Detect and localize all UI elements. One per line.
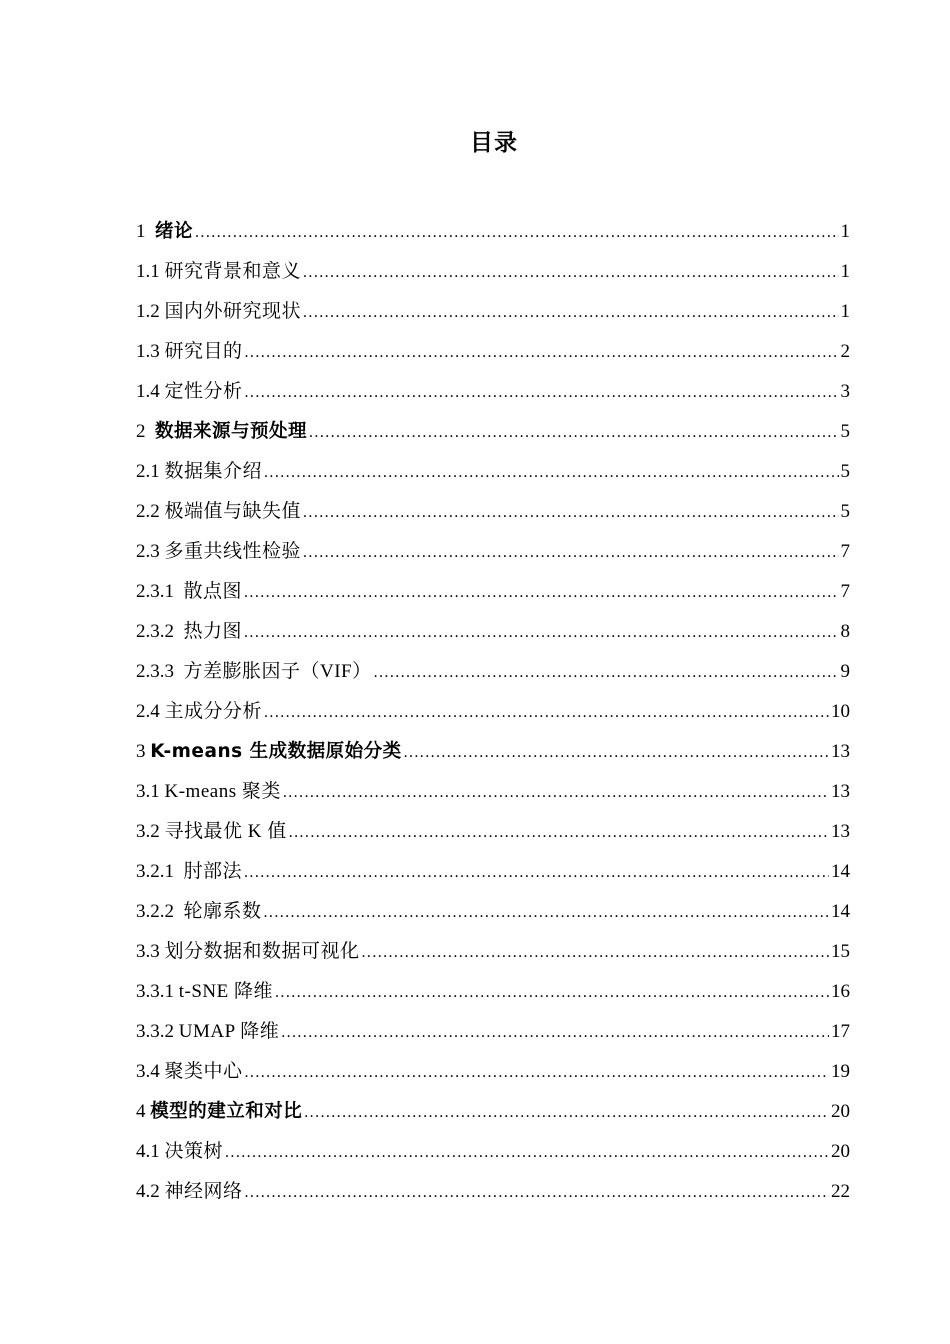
toc-leader-dots — [195, 213, 838, 253]
toc-leader-dots — [244, 573, 838, 613]
toc-entry-number: 1.1 — [136, 261, 165, 282]
toc-entry-number: 1.4 — [136, 381, 165, 402]
toc-entry[interactable] — [136, 1052, 850, 1092]
toc-entry[interactable] — [136, 972, 850, 1012]
toc-entry-number: 4.1 — [136, 1141, 165, 1162]
toc-entry[interactable] — [136, 532, 850, 572]
toc-entry-title: K-means 生成数据原始分类 — [150, 741, 402, 762]
toc-entry-page: 1 — [840, 301, 850, 322]
toc-entry-number: 3 — [136, 741, 151, 762]
toc-entry-number: 3.3 — [136, 941, 165, 962]
toc-entry[interactable] — [136, 572, 850, 612]
toc-entry[interactable] — [136, 1132, 850, 1172]
toc-leader-dots — [244, 613, 838, 653]
toc-entry[interactable] — [136, 252, 850, 292]
toc-entry-page: 20 — [831, 1101, 850, 1122]
toc-leader-dots — [244, 853, 829, 893]
toc-entry-number: 3.3.1 — [136, 981, 179, 1002]
toc-entry-title: 多重共线性检验 — [164, 541, 302, 562]
toc-entry-page: 22 — [831, 1181, 850, 1202]
toc-entry-number: 2.3.2 — [136, 621, 184, 642]
toc-entry-title: 定性分析 — [164, 381, 243, 402]
toc-entry-title: 主成分分析 — [164, 701, 263, 722]
toc-entry-title: K-means 聚类 — [164, 781, 281, 802]
toc-leader-dots — [289, 813, 829, 853]
toc-entry-page: 5 — [840, 461, 850, 482]
toc-entry[interactable] — [136, 332, 850, 372]
toc-entry-number: 3.1 — [136, 781, 165, 802]
toc-entry-page: 13 — [831, 781, 850, 802]
toc-entry-title: 肘部法 — [183, 861, 243, 882]
toc-leader-dots — [264, 693, 829, 733]
toc-entry[interactable] — [136, 892, 850, 932]
toc-leader-dots — [283, 773, 829, 813]
toc-entry-number: 1.3 — [136, 341, 165, 362]
toc-entry[interactable] — [136, 852, 850, 892]
toc-entry-page: 5 — [840, 421, 850, 442]
toc-leader-dots — [245, 1173, 829, 1213]
toc-entry-page: 19 — [831, 1061, 850, 1082]
toc-entry-page: 20 — [831, 1141, 850, 1162]
toc-entry-number: 2.3 — [136, 541, 165, 562]
toc-entry-page: 13 — [831, 821, 850, 842]
toc-entry-page: 16 — [831, 981, 850, 1002]
toc-entry[interactable] — [136, 292, 850, 332]
toc-entry-title: 决策树 — [164, 1141, 224, 1162]
toc-entry[interactable] — [136, 932, 850, 972]
toc-entry[interactable] — [136, 452, 850, 492]
toc-entry[interactable] — [136, 1012, 850, 1052]
toc-entry[interactable] — [136, 412, 850, 452]
toc-entry-number: 4 — [136, 1101, 151, 1122]
toc-leader-dots — [303, 293, 838, 333]
toc-leader-dots — [264, 453, 838, 493]
toc-entry[interactable] — [136, 612, 850, 652]
toc-entry-number: 1.2 — [136, 301, 165, 322]
toc-entry-page: 14 — [831, 861, 850, 882]
toc-leader-dots — [225, 1133, 829, 1173]
toc-entry-title: 聚类中心 — [164, 1061, 243, 1082]
toc-entry[interactable] — [136, 1172, 850, 1212]
toc-entry-title: 国内外研究现状 — [164, 301, 302, 322]
toc-leader-dots — [281, 1013, 829, 1053]
toc-leader-dots — [264, 893, 829, 933]
toc-title: 目录 — [470, 130, 518, 156]
toc-leader-dots — [245, 373, 839, 413]
toc-entry-page: 13 — [831, 741, 850, 762]
toc-entry-title: 寻找最优 K 值 — [164, 821, 287, 842]
toc-entry-page: 1 — [840, 221, 850, 242]
toc-leader-dots — [374, 653, 839, 693]
toc-entry-page: 14 — [831, 901, 850, 922]
toc-entry-number: 3.3.2 — [136, 1021, 179, 1042]
toc-entry-page: 8 — [840, 621, 850, 642]
toc-entry-number: 3.2 — [136, 821, 165, 842]
toc-entry[interactable] — [136, 812, 850, 852]
toc-entry-title: 神经网络 — [164, 1181, 243, 1202]
toc-entry-title: 方差膨胀因子（VIF） — [183, 661, 372, 682]
toc-entry[interactable] — [136, 492, 850, 532]
toc-entry[interactable] — [136, 772, 850, 812]
toc-entry-title: 研究目的 — [164, 341, 243, 362]
toc-entry-title: 散点图 — [183, 581, 243, 602]
toc-entry-title: 数据来源与预处理 — [155, 421, 308, 442]
toc-entry-title: 绪论 — [155, 221, 194, 242]
toc-leader-dots — [303, 253, 838, 293]
toc-entry[interactable] — [136, 732, 850, 772]
toc-leader-dots — [275, 973, 829, 1013]
toc-entry-page: 1 — [840, 261, 850, 282]
toc-leader-dots — [303, 493, 838, 533]
toc-leader-dots — [245, 1053, 829, 1093]
toc-entry-number: 3.4 — [136, 1061, 165, 1082]
toc-entry-title: 热力图 — [183, 621, 243, 642]
toc-entry-number: 1 — [136, 221, 155, 242]
toc-entry-page: 17 — [831, 1021, 850, 1042]
toc-list — [136, 212, 850, 1212]
toc-entry-page: 10 — [831, 701, 850, 722]
toc-leader-dots — [304, 1093, 829, 1133]
toc-entry-title: 划分数据和数据可视化 — [164, 941, 360, 962]
toc-entry[interactable] — [136, 372, 850, 412]
toc-entry-number: 3.2.1 — [136, 861, 184, 882]
toc-entry-title: 极端值与缺失值 — [164, 501, 302, 522]
toc-entry-page: 7 — [840, 581, 850, 602]
toc-entry-title: 数据集介绍 — [164, 461, 263, 482]
toc-entry[interactable] — [136, 652, 850, 692]
toc-entry-page: 2 — [840, 341, 850, 362]
toc-entry-page: 15 — [831, 941, 850, 962]
toc-entry-title: UMAP 降维 — [178, 1021, 280, 1042]
toc-leader-dots — [362, 933, 829, 973]
toc-leader-dots — [245, 333, 839, 373]
toc-entry-title: 研究背景和意义 — [164, 261, 302, 282]
toc-entry-number: 2.1 — [136, 461, 165, 482]
toc-entry-title: 模型的建立和对比 — [150, 1101, 303, 1122]
toc-entry-page: 9 — [840, 661, 850, 682]
toc-entry-number: 3.2.2 — [136, 901, 184, 922]
toc-entry-number: 2.3.3 — [136, 661, 184, 682]
toc-entry-page: 5 — [840, 501, 850, 522]
toc-entry-page: 3 — [840, 381, 850, 402]
toc-leader-dots — [309, 413, 838, 453]
toc-entry[interactable] — [136, 212, 850, 252]
toc-entry[interactable] — [136, 692, 850, 732]
toc-leader-dots — [404, 733, 829, 773]
toc-entry-number: 2.2 — [136, 501, 165, 522]
toc-entry-number: 2.3.1 — [136, 581, 184, 602]
toc-entry-page: 7 — [840, 541, 850, 562]
toc-leader-dots — [303, 533, 838, 573]
toc-entry-title: 轮廓系数 — [183, 901, 262, 922]
toc-entry-number: 2 — [136, 421, 155, 442]
toc-entry-number: 4.2 — [136, 1181, 165, 1202]
toc-entry-title: t-SNE 降维 — [178, 981, 274, 1002]
toc-entry-number: 2.4 — [136, 701, 165, 722]
toc-entry[interactable] — [136, 1092, 850, 1132]
